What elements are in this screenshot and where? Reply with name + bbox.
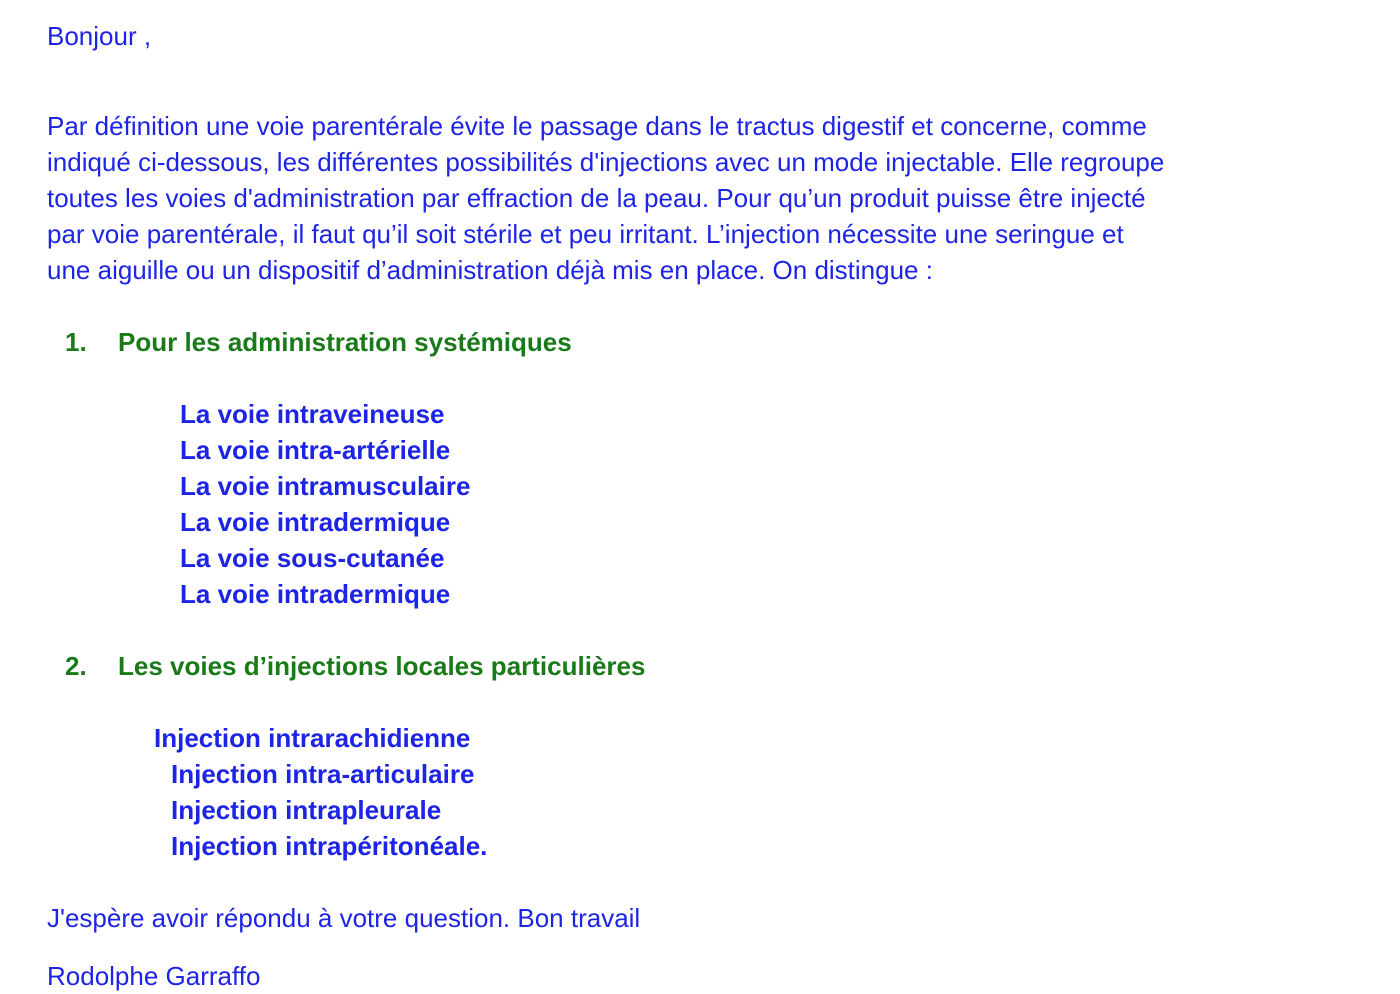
list-item: Injection intrapéritonéale. [171, 831, 488, 861]
list-item: La voie intraveineuse [180, 399, 445, 429]
list-item: La voie sous-cutanée [180, 543, 445, 573]
intro-line: indiqué ci-dessous, les différentes possibilités d'injections avec un mode injectable. Elle regroupe [47, 147, 1165, 177]
intro-line: une aiguille ou un dispositif d’administration déjà mis en place. On distingue : [47, 255, 933, 285]
greeting: Bonjour , [47, 21, 152, 51]
section-number: 2. [65, 651, 87, 681]
list-item: La voie intradermique [180, 507, 451, 537]
list-item: La voie intramusculaire [180, 471, 471, 501]
intro-line: par voie parentérale, il faut qu’il soit stérile et peu irritant. L’injection nécessite une seringue et [47, 219, 1124, 249]
section-number: 1. [65, 327, 87, 357]
list-item: La voie intra-artérielle [180, 435, 451, 465]
local-injections-list [47, 720, 1367, 864]
intro-line: Par définition une voie parentérale évite le passage dans le tractus digestif et concerne, comme [47, 111, 1147, 141]
intro-paragraph [47, 108, 1347, 288]
systemic-routes-list [47, 396, 1367, 612]
list-item: Injection intrarachidienne [154, 723, 471, 753]
section-heading-local [47, 648, 1367, 684]
section-title: Les voies d’injections locales particulières [118, 651, 646, 681]
section-heading-systemic [47, 324, 1367, 360]
list-item: Injection intra-articulaire [171, 759, 475, 789]
email-body [47, 18, 1367, 994]
closing-line: J'espère avoir répondu à votre question. Bon travail [47, 903, 641, 933]
list-item: La voie intradermique [180, 579, 451, 609]
section-title: Pour les administration systémiques [118, 327, 572, 357]
signature: Rodolphe Garraffo [47, 961, 261, 991]
list-item: Injection intrapleurale [171, 795, 442, 825]
intro-line: toutes les voies d'administration par effraction de la peau. Pour qu’un produit puisse être injecté [47, 183, 1146, 213]
